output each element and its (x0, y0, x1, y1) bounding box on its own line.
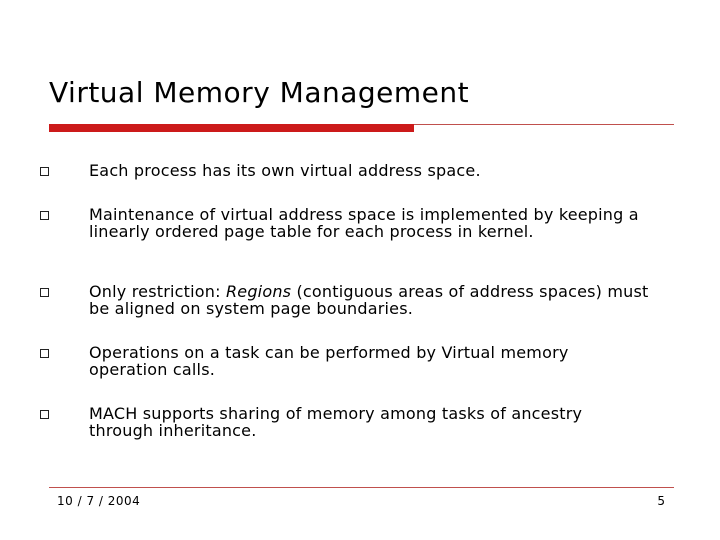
bullet-text-emphasis: Regions (225, 282, 292, 301)
square-bullet-icon (40, 288, 49, 297)
page-number: 5 (657, 494, 665, 508)
square-bullet-icon (40, 410, 49, 419)
square-bullet-icon (40, 211, 49, 220)
bullet-text-lead: Only restriction: (89, 282, 226, 301)
bullet-text: MACH supports sharing of memory among tasks of ancestry through inheritance. (89, 404, 583, 440)
square-bullet-icon (40, 349, 49, 358)
footer-date: 10 / 7 / 2004 (57, 494, 141, 508)
bullet-text: Each process has its own virtual address space. (89, 161, 481, 180)
footer-divider-line (49, 487, 674, 488)
bullet-text (89, 283, 649, 317)
square-bullet-icon (40, 167, 49, 176)
bullet-text: Operations on a task can be performed by Virtual memory operation calls. (89, 343, 569, 379)
slide-title: Virtual Memory Management (49, 76, 470, 109)
bullet-text-tail: (contiguous areas of address spaces) must be aligned on system page boundaries. (89, 282, 649, 318)
title-accent-bar (49, 124, 414, 132)
bullet-text: Maintenance of virtual address space is implemented by keeping a linearly ordered page table for each process in kernel. (89, 205, 639, 241)
